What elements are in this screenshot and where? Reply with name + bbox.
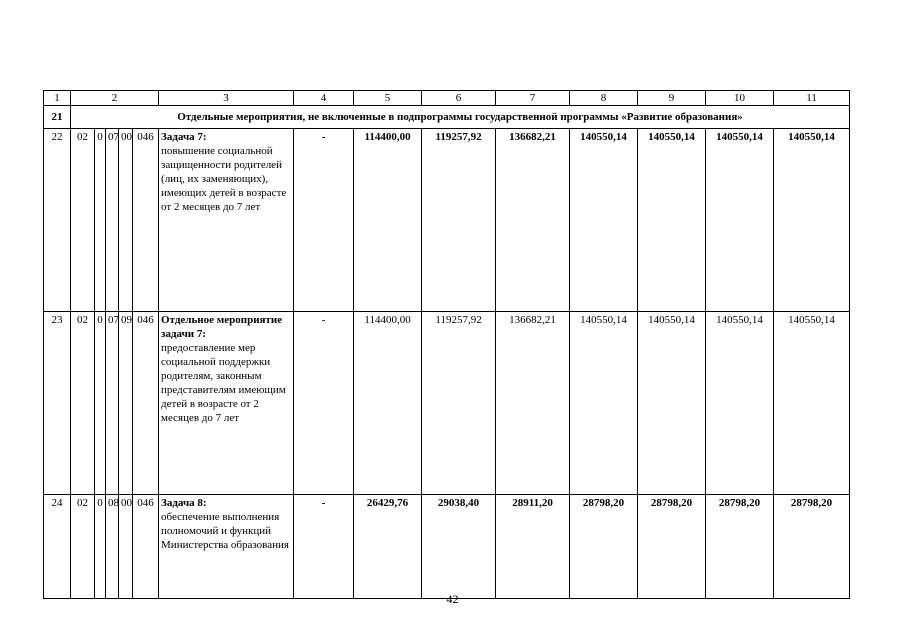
- value-col-9: 140550,14: [638, 129, 706, 312]
- col-4-value: -: [294, 312, 354, 495]
- header-col-3: 3: [159, 91, 294, 106]
- header-col-2: 2: [71, 91, 159, 106]
- code-task: 07: [106, 312, 119, 495]
- value-col-6: 119257,92: [422, 312, 496, 495]
- value-col-10: 28798,20: [706, 495, 774, 599]
- col-4-value: -: [294, 129, 354, 312]
- table-row: [44, 312, 850, 495]
- header-col-9: 9: [638, 91, 706, 106]
- code-subprogram: 0: [95, 129, 106, 312]
- header-col-6: 6: [422, 91, 496, 106]
- code-program: 02: [71, 129, 95, 312]
- code-task: 08: [106, 495, 119, 599]
- row-title: Задача 7:: [161, 131, 207, 143]
- col-4-value: -: [294, 495, 354, 599]
- value-col-11: 140550,14: [774, 129, 850, 312]
- value-col-10: 140550,14: [706, 129, 774, 312]
- code-program: 02: [71, 495, 95, 599]
- section-row: [44, 106, 850, 129]
- table-row: [44, 495, 850, 599]
- section-title: Отдельные мероприятия, не включенные в подпрограммы государственной программы «Развитие образования»: [71, 106, 850, 129]
- row-number: 22: [44, 129, 71, 312]
- row-description: [159, 312, 294, 495]
- header-col-10: 10: [706, 91, 774, 106]
- value-col-11: 140550,14: [774, 312, 850, 495]
- row-text: повышение социальной защищенности родителей (лиц, их заменяющих), имеющих детей в возрасте от 2 месяцев до 7 лет: [161, 145, 287, 213]
- value-col-8: 140550,14: [570, 312, 638, 495]
- header-col-4: 4: [294, 91, 354, 106]
- row-text: обеспечение выполнения полномочий и функций Министерства образования: [161, 511, 289, 551]
- code-executor: 046: [133, 312, 159, 495]
- value-col-6: 119257,92: [422, 129, 496, 312]
- value-col-5: 114400,00: [354, 312, 422, 495]
- row-title: Задача 8:: [161, 497, 207, 509]
- code-event: 00: [119, 495, 133, 599]
- code-executor: 046: [133, 129, 159, 312]
- row-number: 24: [44, 495, 71, 599]
- code-task: 07: [106, 129, 119, 312]
- row-description: [159, 495, 294, 599]
- value-col-8: 140550,14: [570, 129, 638, 312]
- value-col-7: 28911,20: [496, 495, 570, 599]
- value-col-9: 28798,20: [638, 495, 706, 599]
- value-col-5: 26429,76: [354, 495, 422, 599]
- header-col-1: 1: [44, 91, 71, 106]
- header-col-7: 7: [496, 91, 570, 106]
- page-number: 42: [446, 592, 459, 606]
- value-col-8: 28798,20: [570, 495, 638, 599]
- budget-table: [43, 90, 850, 599]
- value-col-10: 140550,14: [706, 312, 774, 495]
- table-row: [44, 129, 850, 312]
- code-subprogram: 0: [95, 495, 106, 599]
- code-event: 00: [119, 129, 133, 312]
- code-event: 09: [119, 312, 133, 495]
- code-subprogram: 0: [95, 312, 106, 495]
- value-col-5: 114400,00: [354, 129, 422, 312]
- header-col-8: 8: [570, 91, 638, 106]
- header-col-11: 11: [774, 91, 850, 106]
- value-col-9: 140550,14: [638, 312, 706, 495]
- header-col-5: 5: [354, 91, 422, 106]
- row-description: [159, 129, 294, 312]
- row-number: 23: [44, 312, 71, 495]
- row-text: предоставление мер социальной поддержки родителям, законным представителям имеющим детей в возрасте от 2 месяцев до 7 лет: [161, 342, 286, 424]
- section-number: 21: [44, 106, 71, 129]
- value-col-11: 28798,20: [774, 495, 850, 599]
- value-col-7: 136682,21: [496, 312, 570, 495]
- value-col-6: 29038,40: [422, 495, 496, 599]
- code-executor: 046: [133, 495, 159, 599]
- value-col-7: 136682,21: [496, 129, 570, 312]
- code-program: 02: [71, 312, 95, 495]
- row-title: Отдельное мероприятие задачи 7:: [161, 314, 283, 340]
- header-row: [44, 91, 850, 106]
